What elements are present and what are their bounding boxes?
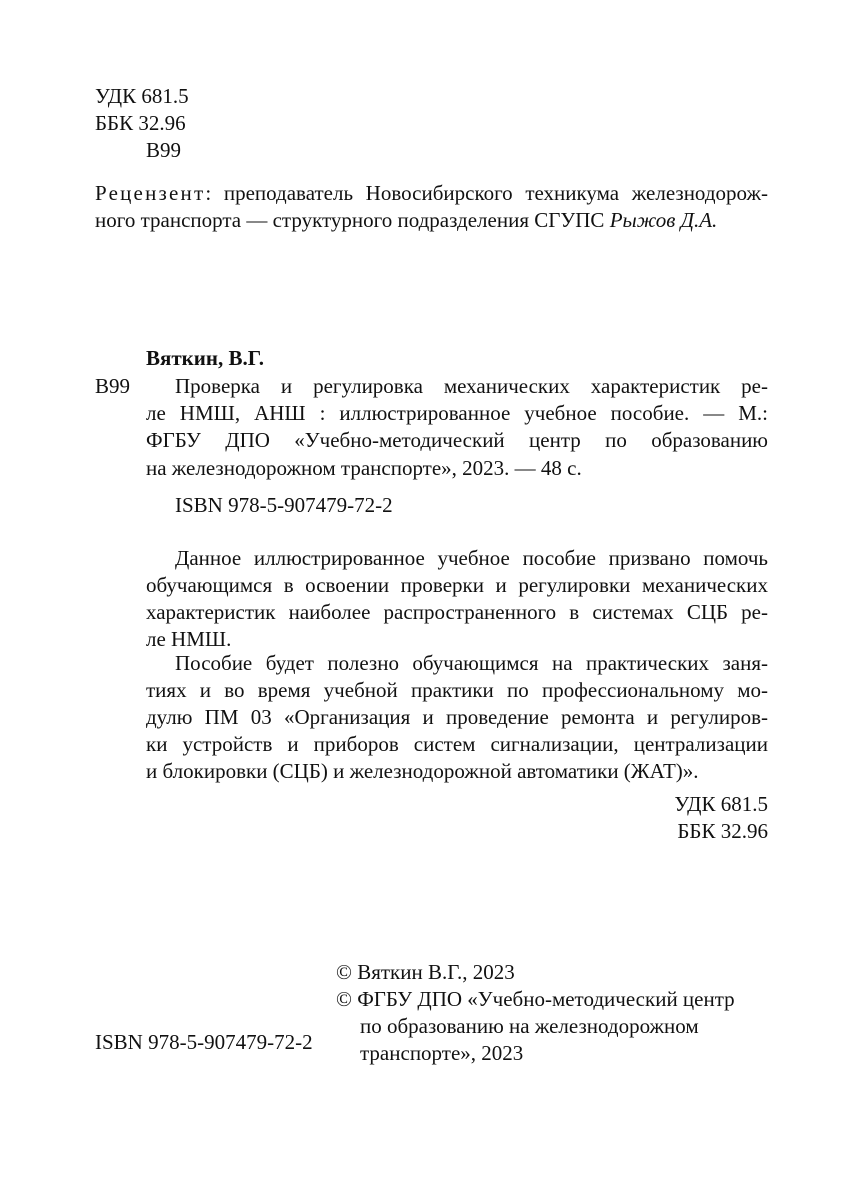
reviewer-name: Рыжов Д.А. [609, 208, 718, 232]
annotation-bbk: ББК 32.96 [677, 819, 768, 843]
annotation-p1-line-3: характеристик наиболее распространенного в системах СЦБ ре- [146, 600, 768, 624]
annotation-p1-line-4: ле НМШ. [146, 627, 232, 651]
copyright-author: © Вяткин В.Г., 2023 [336, 960, 515, 984]
annotation-p2-line-2: тиях и во время учебной практики по профессиональному мо- [146, 678, 768, 702]
bib-line-2: ле НМШ, АНШ : иллюстрированное учебное пособие. — М.: [146, 401, 768, 425]
bib-line-4: на железнодорожном транспорте», 2023. — 48 с. [146, 456, 582, 480]
bib-line-3: ФГБУ ДПО «Учебно-методический центр по образованию [146, 428, 768, 452]
reviewer-description-cont: ного транспорта — структурного подразделения СГУПС [95, 208, 610, 232]
annotation-p2-line-3: дулю ПМ 03 «Организация и проведение ремонта и регулиров- [146, 705, 768, 729]
footer-isbn: ISBN 978-5-907479-72-2 [95, 1030, 313, 1054]
copyright-publisher-cont-1: по образованию на железнодорожном [360, 1014, 699, 1038]
copyright-publisher-cont-2: транспорте», 2023 [360, 1041, 524, 1065]
annotation-p2-line-5: и блокировки (СЦБ) и железнодорожной автоматики (ЖАТ)». [146, 759, 699, 783]
reviewer-line-2 [95, 207, 717, 234]
annotation-p2-line-1: Пособие будет полезно обучающимся на практических заня- [175, 651, 768, 675]
reviewer-line-1 [95, 180, 768, 207]
reviewer-label: Рецензент [95, 181, 206, 205]
bib-line-1: Проверка и регулировка механических характеристик ре- [175, 374, 768, 398]
book-author: Вяткин, В.Г. [146, 346, 264, 370]
annotation-p2-line-4: ки устройств и приборов систем сигнализации, централизации [146, 732, 768, 756]
udk-code: УДК 681.5 [95, 84, 189, 108]
annotation-p1-line-1: Данное иллюстрированное учебное пособие призвано помочь [175, 546, 768, 570]
bbk-code: ББК 32.96 [95, 111, 186, 135]
annotation-udk: УДК 681.5 [674, 792, 768, 816]
bib-isbn: ISBN 978-5-907479-72-2 [175, 493, 393, 517]
author-mark: В99 [146, 138, 182, 162]
copyright-publisher: © ФГБУ ДПО «Учебно-методический центр [336, 987, 735, 1011]
reviewer-description: : преподаватель Новосибирского техникума железнодорож- [205, 181, 768, 205]
annotation-p1-line-2: обучающимся в освоении проверки и регулировки механических [146, 573, 768, 597]
bib-author-mark: В99 [95, 374, 131, 398]
